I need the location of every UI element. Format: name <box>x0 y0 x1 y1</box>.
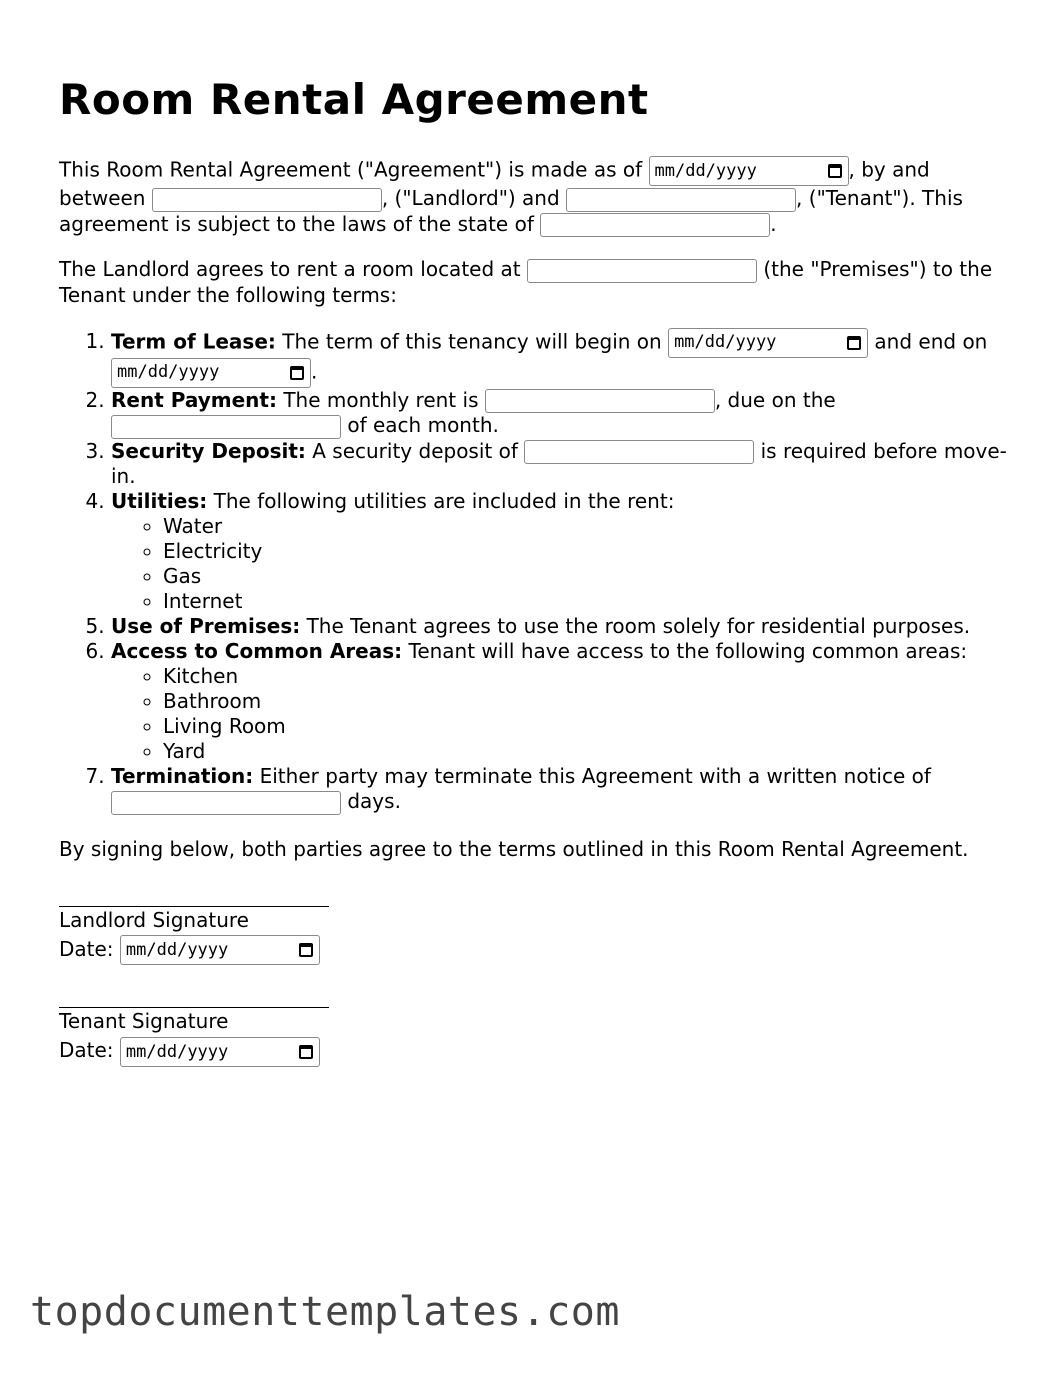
intro-text-2: , by and between <box>59 157 930 210</box>
premises-text-1: The Landlord agrees to rent a room located at <box>59 257 521 281</box>
utilities-list <box>111 514 1019 614</box>
intro-text-4: , ("Tenant"). This agreement is subject to the laws of the state of <box>59 186 963 236</box>
rent-text-1: The monthly rent is <box>283 387 479 412</box>
list-item: ◦ Living Room <box>163 714 1019 739</box>
landlord-date-row <box>59 933 1019 966</box>
tenant-date-row <box>59 1034 1019 1067</box>
calendar-icon[interactable] <box>290 366 304 380</box>
common-areas-label: Access to Common Areas: <box>111 639 403 663</box>
intro-text-1: This Room Rental Agreement ("Agreement") is made as of <box>59 157 643 182</box>
rent-label: Rent Payment: <box>111 387 277 412</box>
premises-paragraph <box>59 257 1019 308</box>
termination-label: Termination: <box>111 764 254 788</box>
monthly-rent-input[interactable] <box>485 389 715 413</box>
use-label: Use of Premises: <box>111 614 301 638</box>
termination-text-2: days. <box>347 789 401 813</box>
calendar-icon[interactable] <box>299 943 313 957</box>
tenant-signature-label: Tenant Signature <box>59 1009 229 1033</box>
landlord-name-input[interactable] <box>152 188 382 212</box>
utilities-text: The following utilities are included in the rent: <box>213 489 675 513</box>
common-areas-item <box>111 639 1019 764</box>
date-placeholder: mm/dd/yyyy <box>125 1041 229 1062</box>
calendar-icon[interactable] <box>299 1045 313 1059</box>
premises-text-2: (the "Premises") to the Tenant under the following terms: <box>59 257 993 307</box>
date-placeholder: mm/dd/yyyy <box>654 160 757 181</box>
intro-paragraph <box>59 156 1019 237</box>
tenant-name-input[interactable] <box>566 188 796 212</box>
date-placeholder: mm/dd/yyyy <box>125 940 229 960</box>
termination-text-1: Either party may terminate this Agreement with a written notice of <box>259 764 931 788</box>
utilities-item <box>111 489 1019 614</box>
rent-payment-item <box>111 388 1019 439</box>
security-deposit-item <box>111 439 1019 490</box>
list-item: ◦ Electricity <box>163 539 1019 564</box>
calendar-icon[interactable] <box>847 336 861 350</box>
date-label: Date: <box>59 1038 114 1062</box>
date-placeholder: mm/dd/yyyy <box>117 362 220 382</box>
lease-start-date-input[interactable] <box>668 328 868 358</box>
term-text-2: and end on <box>874 329 988 353</box>
document-page <box>59 70 1019 1067</box>
security-deposit-input[interactable] <box>524 440 754 464</box>
rent-due-day-input[interactable] <box>111 415 341 439</box>
premises-address-input[interactable] <box>527 259 757 283</box>
notice-days-input[interactable] <box>111 791 341 815</box>
rent-text-3: of each month. <box>347 413 499 437</box>
closing-paragraph: By signing below, both parties agree to the terms outlined in this Room Rental Agreement. <box>59 836 969 861</box>
state-input[interactable] <box>540 213 770 237</box>
term-of-lease-item <box>111 328 1019 388</box>
rent-text-2: , due on the <box>714 387 836 412</box>
agreement-date-input[interactable] <box>649 156 849 186</box>
intro-text-3: , ("Landlord") and <box>381 186 560 210</box>
termination-item <box>111 764 1019 815</box>
calendar-icon[interactable] <box>828 164 842 178</box>
deposit-text-2: is required before move-in. <box>111 438 1007 488</box>
term-text-1: The term of this tenancy will begin on <box>282 329 662 353</box>
page-title: Room Rental Agreement <box>59 75 649 124</box>
landlord-signature-block <box>59 906 1019 966</box>
list-item: ◦ Water <box>163 514 1019 539</box>
landlord-date-input[interactable] <box>120 935 320 965</box>
utilities-label: Utilities: <box>111 489 208 513</box>
lease-end-date-input[interactable] <box>111 358 311 388</box>
common-areas-text: Tenant will have access to the following common areas: <box>408 639 968 663</box>
list-item: ◦ Gas <box>163 564 1019 589</box>
use-text: The Tenant agrees to use the room solely for residential purposes. <box>306 614 971 638</box>
deposit-label: Security Deposit: <box>111 438 306 463</box>
landlord-signature-label: Landlord Signature <box>59 907 249 932</box>
term-label: Term of Lease: <box>111 329 276 353</box>
list-item: ◦ Kitchen <box>163 664 1019 689</box>
intro-text-5: . <box>770 211 777 236</box>
list-item: ◦ Internet <box>163 589 1019 614</box>
watermark-text: topdocumenttemplates.com <box>30 1289 620 1335</box>
use-of-premises-item <box>111 614 1019 639</box>
tenant-signature-block <box>59 1007 1019 1067</box>
deposit-text-1: A security deposit of <box>312 438 518 463</box>
date-placeholder: mm/dd/yyyy <box>674 332 777 352</box>
tenant-date-input[interactable] <box>120 1037 320 1067</box>
common-areas-list <box>111 664 1019 764</box>
list-item: ◦ Yard <box>163 739 1019 764</box>
list-item: ◦ Bathroom <box>163 689 1019 714</box>
terms-list <box>59 328 1019 815</box>
term-text-3: . <box>311 359 318 383</box>
date-label: Date: <box>59 936 114 961</box>
